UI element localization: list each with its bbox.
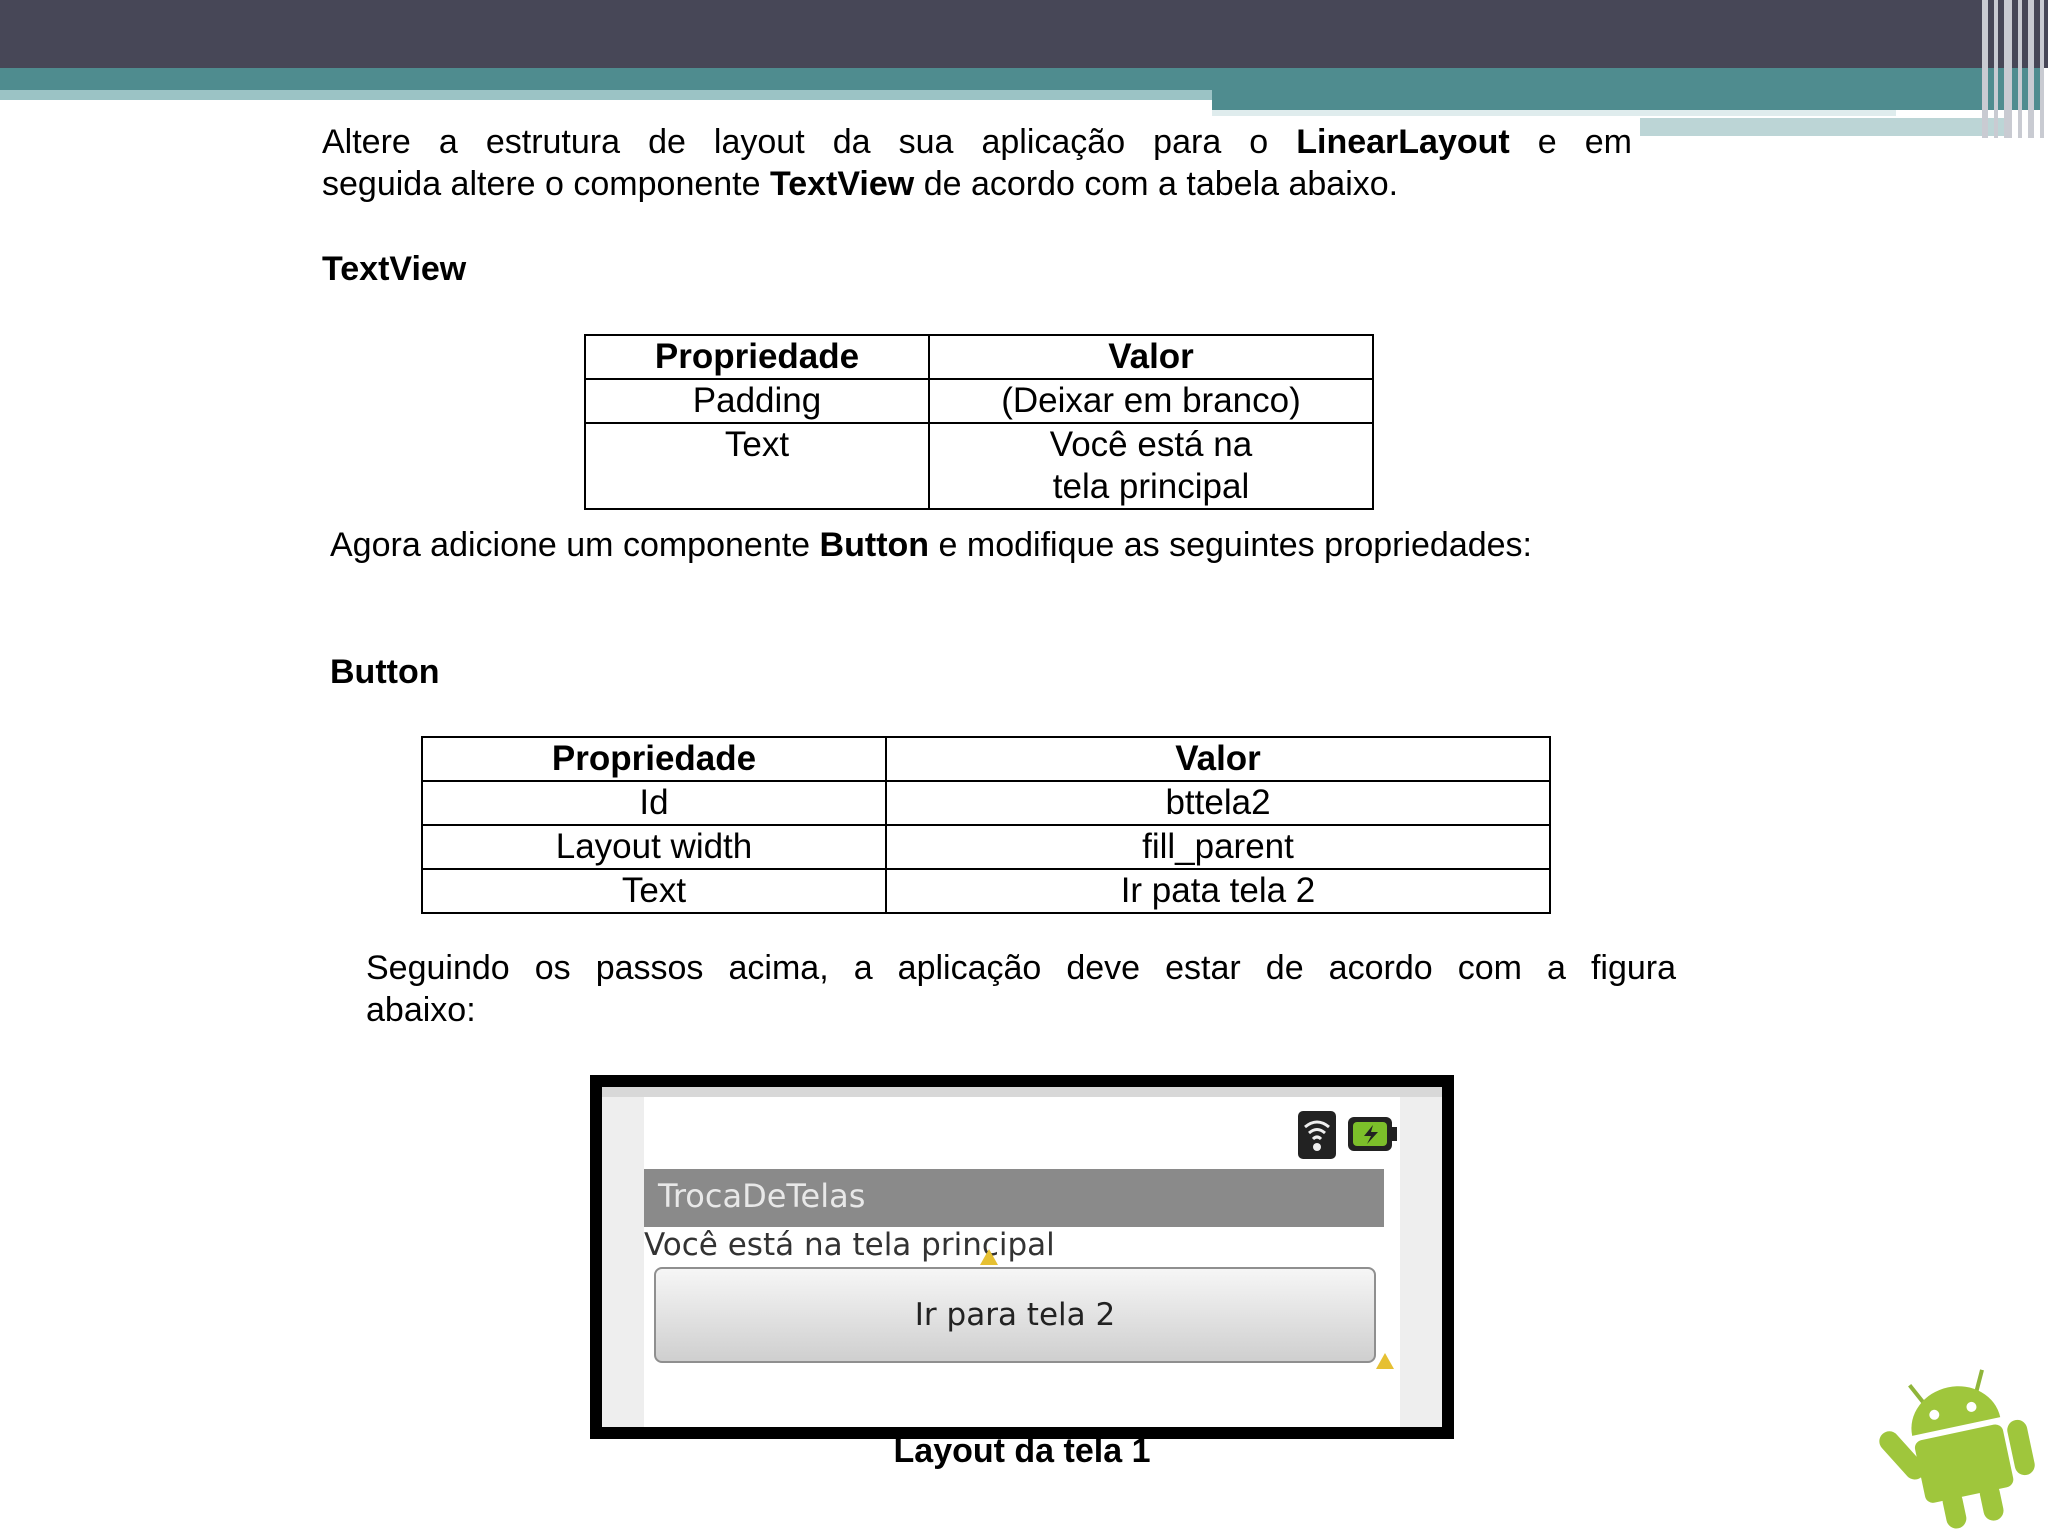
table-header-cell: Propriedade: [422, 737, 886, 781]
button-properties-table: [421, 736, 1551, 914]
phone-top-edge: [602, 1087, 1442, 1097]
android-robot-icon: [1876, 1366, 2046, 1532]
phone-textview: Você está na tela principal: [644, 1227, 1055, 1263]
warning-icon: [1376, 1353, 1394, 1369]
slide-decor-stripe: [2028, 0, 2034, 138]
button-instructions: Agora adicione um componente Button e modifique as seguintes propriedades:: [330, 526, 1533, 564]
intro-paragraph: [322, 121, 1632, 205]
table-row: [585, 423, 1373, 509]
result-line-1: Seguindo os passos acima, a aplicação deve estar de acordo com a figura: [366, 949, 1676, 987]
table-row: [585, 379, 1373, 423]
slide-decor-stripe: [1982, 0, 1988, 138]
warning-icon: [980, 1249, 998, 1265]
table-row: [422, 781, 1550, 825]
wifi-signal-icon: [1298, 1111, 1336, 1159]
slide-teal-band-right: [1212, 68, 2042, 110]
slide-top-bar: [0, 0, 2048, 68]
textview-heading: TextView: [322, 250, 467, 288]
phone-side-bezel: [602, 1087, 644, 1427]
table-header-row: [585, 335, 1373, 379]
table-row: [422, 869, 1550, 913]
phone-screenshot: [590, 1075, 1454, 1439]
result-line-2: abaixo:: [366, 991, 476, 1029]
intro-line-2: seguida altere o componente TextView de acordo com a tabela abaixo.: [322, 165, 1399, 203]
phone-side-bezel: [1400, 1087, 1442, 1427]
table-header-cell: Valor: [886, 737, 1550, 781]
slide-teal-band: [0, 68, 1212, 90]
slide-decor-line-grey: [1640, 118, 2010, 136]
slide-decor-stripe: [2018, 0, 2022, 138]
table-header-cell: Valor: [929, 335, 1373, 379]
phone-app-title-bar: [644, 1169, 1384, 1227]
table-cell: Layout width: [422, 825, 886, 869]
table-cell: Text: [422, 869, 886, 913]
slide-decor-stripe: [2040, 0, 2044, 138]
button-heading: Button: [330, 653, 440, 691]
table-cell: Id: [422, 781, 886, 825]
table-cell: (Deixar em branco): [929, 379, 1373, 423]
textview-properties-table: [584, 334, 1374, 510]
slide-decor-stripe: [2004, 0, 2012, 138]
result-paragraph: [366, 947, 1676, 1031]
figure-caption: Layout da tela 1: [893, 1432, 1151, 1470]
phone-button-ir-para-tela-2[interactable]: Ir para tela 2: [654, 1267, 1376, 1363]
table-cell: Padding: [585, 379, 929, 423]
battery-charging-icon: [1348, 1115, 1398, 1153]
slide-teal-band-light: [0, 90, 1212, 100]
table-cell: Você está na tela principal: [929, 423, 1373, 509]
slide-decor-line: [1212, 110, 1896, 116]
phone-app-title: TrocaDeTelas: [658, 1177, 866, 1215]
table-cell: fill_parent: [886, 825, 1550, 869]
table-header-cell: Propriedade: [585, 335, 929, 379]
table-cell: Ir pata tela 2: [886, 869, 1550, 913]
slide-decor-stripe: [1994, 0, 1998, 138]
table-header-row: [422, 737, 1550, 781]
table-row: [422, 825, 1550, 869]
intro-line-1: Altere a estrutura de layout da sua aplicação para o LinearLayout e em: [322, 123, 1632, 161]
phone-status-bar: [644, 1097, 1384, 1155]
table-cell: bttela2: [886, 781, 1550, 825]
table-cell: Text: [585, 423, 929, 509]
